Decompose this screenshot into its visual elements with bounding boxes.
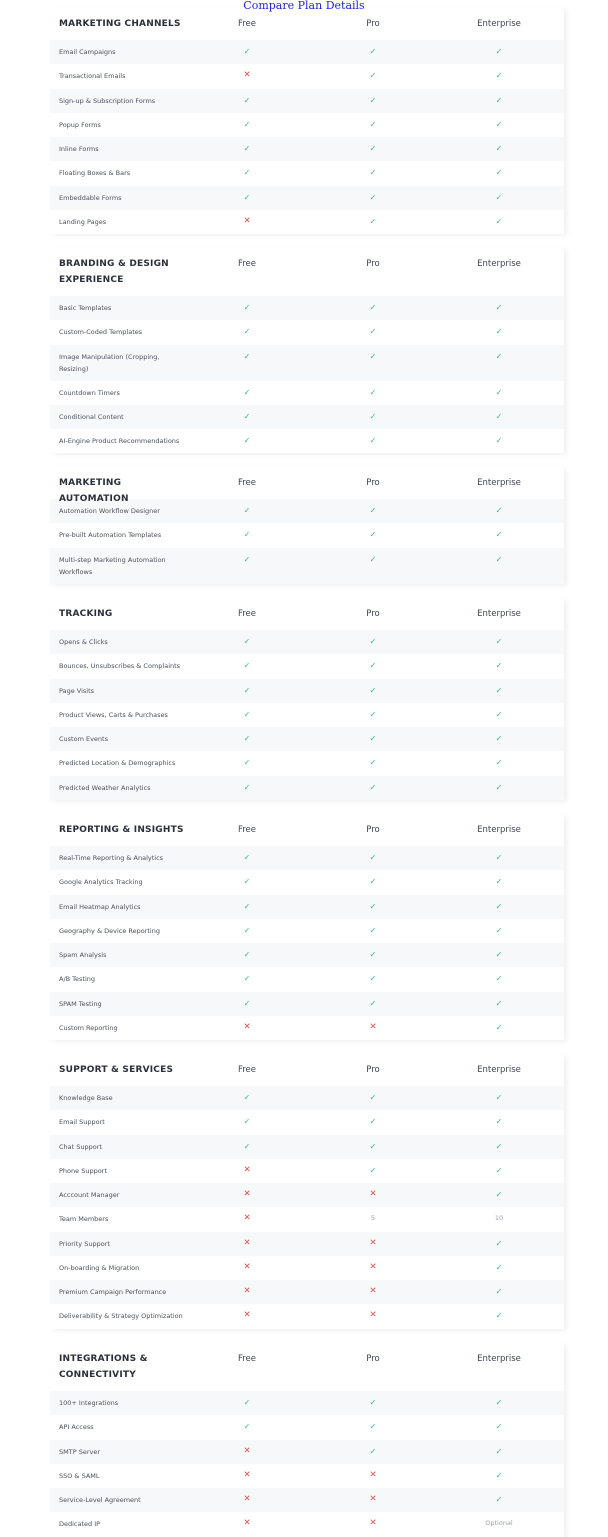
check-icon: ✓	[369, 1093, 377, 1102]
plan-header-pro: Pro	[366, 478, 380, 488]
check-icon: ✓	[495, 1398, 503, 1407]
check-icon: ✓	[495, 1165, 503, 1175]
table-row	[50, 1512, 564, 1536]
check-icon: ✓	[495, 782, 503, 792]
table-row	[50, 161, 564, 185]
cross-icon: ✕	[243, 1286, 251, 1296]
check-icon: ✓	[495, 853, 503, 862]
feature-label: Email Heatmap Analytics	[59, 902, 141, 911]
check-icon: ✓	[243, 144, 251, 153]
check-icon: ✓	[243, 327, 251, 337]
check-icon: ✓	[495, 901, 503, 911]
plan-header-pro: Pro	[366, 825, 380, 835]
plan-header-enterprise: Enterprise	[477, 259, 521, 269]
cross-icon: ✕	[243, 1310, 251, 1321]
cell-value: 5	[370, 1214, 376, 1223]
table-row	[50, 919, 564, 943]
cross-icon: ✕	[243, 1261, 251, 1272]
table-row	[50, 405, 564, 429]
check-icon: ✓	[243, 411, 251, 421]
section-header	[50, 8, 564, 40]
check-icon: ✓	[495, 950, 503, 959]
section-reporting-and-insights	[50, 814, 564, 1040]
table-row	[50, 846, 564, 870]
feature-label: API Access	[59, 1423, 94, 1432]
check-icon: ✓	[495, 661, 503, 671]
table-row	[50, 967, 564, 991]
cross-icon: ✕	[243, 1445, 251, 1456]
check-icon: ✓	[369, 734, 377, 743]
check-icon: ✓	[495, 351, 503, 361]
plan-header-free: Free	[237, 19, 257, 29]
check-icon: ✓	[369, 411, 377, 421]
check-icon: ✓	[243, 530, 251, 540]
table-row	[50, 943, 564, 967]
check-icon: ✓	[369, 637, 377, 646]
check-icon: ✓	[369, 192, 377, 202]
table-row	[50, 1464, 564, 1488]
feature-label: Opens & Clicks	[59, 638, 108, 646]
check-icon: ✓	[369, 436, 377, 445]
check-icon: ✓	[495, 144, 503, 153]
check-icon: ✓	[369, 71, 377, 81]
table-row	[50, 1391, 564, 1415]
table-row	[50, 113, 564, 137]
feature-label: Dedicated IP	[59, 1520, 101, 1529]
plan-header-free: Free	[237, 609, 257, 619]
cross-icon: ✕	[369, 1261, 377, 1272]
table-row	[50, 1440, 564, 1464]
check-icon: ✓	[243, 877, 251, 887]
feature-label: Priority Support	[59, 1239, 110, 1248]
check-icon: ✓	[495, 71, 503, 81]
check-icon: ✓	[495, 925, 503, 935]
section-header	[50, 1054, 564, 1086]
cross-icon: ✕	[243, 1494, 251, 1504]
check-icon: ✓	[243, 998, 251, 1008]
check-icon: ✓	[243, 47, 251, 56]
check-icon: ✓	[369, 901, 377, 911]
plan-header-free: Free	[237, 825, 257, 835]
check-icon: ✓	[495, 168, 503, 178]
plan-header-free: Free	[237, 478, 257, 488]
check-icon: ✓	[369, 554, 377, 564]
check-icon: ✓	[243, 782, 251, 792]
feature-label: Chat Support	[59, 1142, 102, 1151]
section-title: INTEGRATIONS & CONNECTIVITY	[59, 1354, 148, 1380]
plan-header-free: Free	[237, 259, 257, 269]
check-icon: ✓	[369, 1117, 377, 1127]
feature-label: Transactional Emails	[59, 72, 126, 81]
feature-label: Image Manipulation (Cropping, Resizing)	[59, 352, 160, 373]
table-row	[50, 1232, 564, 1256]
cross-icon: ✕	[243, 1237, 251, 1248]
table-row	[50, 1016, 564, 1040]
feature-label: SSO & SAML	[59, 1471, 100, 1480]
feature-label: SMTP Server	[59, 1447, 101, 1456]
feature-label: Multi-step Marketing Automation Workflows	[59, 555, 166, 576]
feature-label: Embeddable Forms	[59, 193, 122, 202]
check-icon: ✓	[495, 1287, 503, 1296]
feature-label: Page Visits	[59, 686, 95, 695]
plan-header-pro: Pro	[366, 609, 380, 619]
cross-icon: ✕	[369, 1494, 377, 1504]
plan-header-enterprise: Enterprise	[477, 1354, 521, 1364]
cross-icon: ✕	[369, 1189, 377, 1199]
check-icon: ✓	[495, 95, 503, 105]
check-icon: ✓	[243, 661, 251, 671]
cell-value: 10	[494, 1214, 504, 1223]
plan-header-enterprise: Enterprise	[477, 478, 521, 488]
cross-icon: ✕	[243, 70, 251, 81]
check-icon: ✓	[369, 95, 377, 105]
feature-label: Knowledge Base	[59, 1094, 113, 1102]
section-header	[50, 248, 564, 296]
check-icon: ✓	[495, 436, 503, 445]
check-icon: ✓	[369, 1446, 377, 1456]
plan-header-enterprise: Enterprise	[477, 1065, 521, 1075]
check-icon: ✓	[495, 216, 503, 226]
check-icon: ✓	[369, 303, 377, 312]
check-icon: ✓	[243, 192, 251, 202]
check-icon: ✓	[495, 1093, 503, 1102]
check-icon: ✓	[495, 734, 503, 743]
cross-icon: ✕	[243, 1021, 251, 1032]
feature-label: Sign-up & Subscription Forms	[59, 96, 156, 105]
check-icon: ✓	[243, 925, 251, 935]
check-icon: ✓	[369, 1422, 377, 1432]
cross-icon: ✕	[243, 1164, 251, 1175]
check-icon: ✓	[495, 709, 503, 719]
feature-label: Email Campaigns	[59, 48, 116, 56]
table-row	[50, 1110, 564, 1134]
check-icon: ✓	[243, 901, 251, 911]
feature-label: Premium Campaign Performance	[59, 1288, 167, 1296]
check-icon: ✓	[369, 327, 377, 337]
cross-icon: ✕	[243, 1189, 251, 1199]
plan-header-pro: Pro	[366, 1065, 380, 1075]
feature-label: Conditional Content	[59, 412, 124, 421]
table-row	[50, 40, 564, 64]
check-icon: ✓	[243, 1117, 251, 1127]
feature-label: Google Analytics Tracking	[59, 878, 143, 887]
plan-header-pro: Pro	[366, 1354, 380, 1364]
check-icon: ✓	[495, 47, 503, 56]
cross-icon: ✕	[369, 1286, 377, 1296]
section-integrations-and-connectivity	[50, 1343, 564, 1537]
plan-header-enterprise: Enterprise	[477, 825, 521, 835]
feature-label: Real-Time Reporting & Analytics	[59, 854, 164, 862]
check-icon: ✓	[243, 168, 251, 178]
check-icon: ✓	[495, 1190, 503, 1199]
table-row	[50, 1304, 564, 1328]
check-icon: ✓	[369, 119, 377, 129]
cell-value: Optional	[485, 1519, 513, 1528]
check-icon: ✓	[495, 327, 503, 337]
table-row	[50, 64, 564, 88]
plan-header-enterprise: Enterprise	[477, 609, 521, 619]
table-row	[50, 1488, 564, 1512]
check-icon: ✓	[495, 998, 503, 1008]
table-row	[50, 429, 564, 453]
plan-header-free: Free	[237, 1065, 257, 1075]
feature-label: Countdown Timers	[59, 388, 120, 397]
check-icon: ✓	[243, 1422, 251, 1432]
check-icon: ✓	[369, 758, 377, 768]
table-row	[50, 320, 564, 344]
check-icon: ✓	[243, 1093, 251, 1102]
table-row	[50, 548, 564, 584]
table-row	[50, 1280, 564, 1304]
check-icon: ✓	[369, 47, 377, 56]
feature-label: SPAM Testing	[59, 999, 102, 1008]
check-icon: ✓	[243, 436, 251, 445]
table-row	[50, 679, 564, 703]
section-title: SUPPORT & SERVICES	[59, 1065, 174, 1075]
check-icon: ✓	[243, 974, 251, 984]
check-icon: ✓	[495, 1238, 503, 1248]
feature-label: On-boarding & Migration	[59, 1263, 140, 1272]
table-row	[50, 870, 564, 894]
check-icon: ✓	[243, 506, 251, 515]
check-icon: ✓	[369, 1398, 377, 1407]
plan-header-pro: Pro	[366, 259, 380, 269]
check-icon: ✓	[369, 950, 377, 959]
feature-label: Custom-Coded Templates	[59, 328, 143, 337]
check-icon: ✓	[495, 387, 503, 397]
check-icon: ✓	[495, 119, 503, 129]
section-title: REPORTING & INSIGHTS	[59, 825, 184, 835]
table-row	[50, 1415, 564, 1439]
table-row	[50, 296, 564, 320]
table-row	[50, 523, 564, 547]
table-row	[50, 89, 564, 113]
table-row	[50, 1256, 564, 1280]
section-branding-and-design-experience	[50, 248, 564, 453]
feature-label: Service-Level Agreement	[59, 1496, 141, 1504]
plan-header-enterprise: Enterprise	[477, 19, 521, 29]
check-icon: ✓	[495, 303, 503, 312]
check-icon: ✓	[495, 637, 503, 646]
section-header	[50, 598, 564, 630]
check-icon: ✓	[495, 1311, 503, 1321]
check-icon: ✓	[243, 387, 251, 397]
table-row	[50, 630, 564, 654]
table-row	[50, 1183, 564, 1207]
check-icon: ✓	[243, 685, 251, 695]
feature-label: Predicted Location & Demographics	[59, 759, 176, 768]
check-icon: ✓	[369, 506, 377, 515]
check-icon: ✓	[369, 661, 377, 671]
check-icon: ✓	[369, 216, 377, 226]
page-title: Compare Plan Details	[243, 0, 365, 12]
cross-icon: ✕	[369, 1310, 377, 1321]
check-icon: ✓	[495, 1495, 503, 1504]
check-icon: ✓	[495, 1446, 503, 1456]
section-title: TRACKING	[59, 609, 113, 619]
check-icon: ✓	[243, 351, 251, 361]
check-icon: ✓	[243, 853, 251, 862]
check-icon: ✓	[243, 709, 251, 719]
feature-label: Custom Reporting	[59, 1023, 118, 1032]
check-icon: ✓	[243, 554, 251, 564]
check-icon: ✓	[369, 144, 377, 153]
feature-label: Deliverability & Strategy Optimization	[59, 1312, 183, 1321]
section-tracking	[50, 598, 564, 800]
feature-label: Popup Forms	[59, 120, 101, 129]
section-title: MARKETING AUTOMATION	[59, 478, 129, 504]
feature-label: Product Views, Carts & Purchases	[59, 710, 168, 719]
check-icon: ✓	[495, 685, 503, 695]
check-icon: ✓	[243, 734, 251, 743]
check-icon: ✓	[495, 1470, 503, 1480]
cross-icon: ✕	[369, 1469, 377, 1480]
feature-label: Geography & Device Reporting	[59, 926, 160, 935]
section-marketing-automation	[50, 467, 564, 584]
section-title: BRANDING & DESIGN EXPERIENCE	[59, 259, 169, 285]
section-header	[50, 814, 564, 846]
section-title: MARKETING CHANNELS	[59, 19, 181, 29]
check-icon: ✓	[495, 554, 503, 564]
check-icon: ✓	[369, 387, 377, 397]
check-icon: ✓	[495, 1117, 503, 1127]
check-icon: ✓	[369, 782, 377, 792]
check-icon: ✓	[369, 1165, 377, 1175]
check-icon: ✓	[495, 1022, 503, 1032]
plan-header-free: Free	[237, 1354, 257, 1364]
table-row	[50, 1207, 564, 1231]
check-icon: ✓	[495, 877, 503, 887]
check-icon: ✓	[369, 168, 377, 178]
check-icon: ✓	[369, 530, 377, 540]
check-icon: ✓	[495, 758, 503, 768]
check-icon: ✓	[369, 974, 377, 984]
section-header	[50, 1343, 564, 1391]
feature-label: Basic Templates	[59, 304, 112, 312]
section-support-and-services	[50, 1054, 564, 1329]
cross-icon: ✕	[369, 1237, 377, 1248]
check-icon: ✓	[243, 95, 251, 105]
check-icon: ✓	[369, 998, 377, 1008]
table-row	[50, 1135, 564, 1159]
table-row	[50, 1159, 564, 1183]
check-icon: ✓	[243, 119, 251, 129]
feature-label: Landing Pages	[59, 217, 107, 226]
check-icon: ✓	[495, 1262, 503, 1272]
cross-icon: ✕	[243, 215, 251, 226]
feature-label: AI-Engine Product Recommendations	[59, 437, 180, 445]
cross-icon: ✕	[243, 1518, 251, 1529]
cross-icon: ✕	[369, 1518, 377, 1529]
table-row	[50, 703, 564, 727]
table-row	[50, 1086, 564, 1110]
table-row	[50, 654, 564, 678]
check-icon: ✓	[495, 506, 503, 515]
feature-label: Bounces, Unsubscribes & Complaints	[59, 662, 181, 671]
check-icon: ✓	[495, 411, 503, 421]
feature-label: Phone Support	[59, 1166, 107, 1175]
check-icon: ✓	[369, 877, 377, 887]
table-row	[50, 210, 564, 234]
feature-label: Pre-built Automation Templates	[59, 531, 162, 540]
feature-label: Floating Boxes & Bars	[59, 169, 131, 178]
feature-label: Acccount Manager	[59, 1191, 120, 1199]
check-icon: ✓	[243, 1398, 251, 1407]
feature-label: Spam Analysis	[59, 951, 107, 959]
check-icon: ✓	[495, 192, 503, 202]
check-icon: ✓	[495, 530, 503, 540]
check-icon: ✓	[495, 1422, 503, 1432]
feature-label: Custom Events	[59, 735, 108, 743]
cross-icon: ✕	[243, 1469, 251, 1480]
check-icon: ✓	[369, 925, 377, 935]
table-row	[50, 751, 564, 775]
check-icon: ✓	[369, 351, 377, 361]
feature-label: 100+ Integrations	[59, 1399, 119, 1407]
check-icon: ✓	[243, 1141, 251, 1151]
cross-icon: ✕	[243, 1213, 251, 1224]
check-icon: ✓	[369, 685, 377, 695]
feature-label: Automation Workflow Designer	[59, 507, 160, 515]
plan-header-pro: Pro	[366, 19, 380, 29]
check-icon: ✓	[495, 974, 503, 984]
cross-icon: ✕	[369, 1021, 377, 1032]
table-row	[50, 992, 564, 1016]
table-row	[50, 776, 564, 800]
section-marketing-channels	[50, 8, 564, 234]
table-row	[50, 345, 564, 381]
table-row	[50, 186, 564, 210]
check-icon: ✓	[243, 758, 251, 768]
check-icon: ✓	[243, 950, 251, 959]
check-icon: ✓	[369, 709, 377, 719]
feature-label: Team Members	[59, 1215, 109, 1224]
check-icon: ✓	[495, 1141, 503, 1151]
feature-label: Inline Forms	[59, 145, 99, 153]
table-row	[50, 895, 564, 919]
section-header	[50, 467, 564, 504]
check-icon: ✓	[369, 1141, 377, 1151]
check-icon: ✓	[369, 853, 377, 862]
feature-label: Predicted Weather Analytics	[59, 783, 151, 792]
table-row	[50, 137, 564, 161]
feature-label: Email Support	[59, 1118, 105, 1127]
feature-label: A/B Testing	[59, 975, 96, 984]
check-icon: ✓	[243, 303, 251, 312]
table-row	[50, 727, 564, 751]
check-icon: ✓	[243, 637, 251, 646]
table-row	[50, 381, 564, 405]
